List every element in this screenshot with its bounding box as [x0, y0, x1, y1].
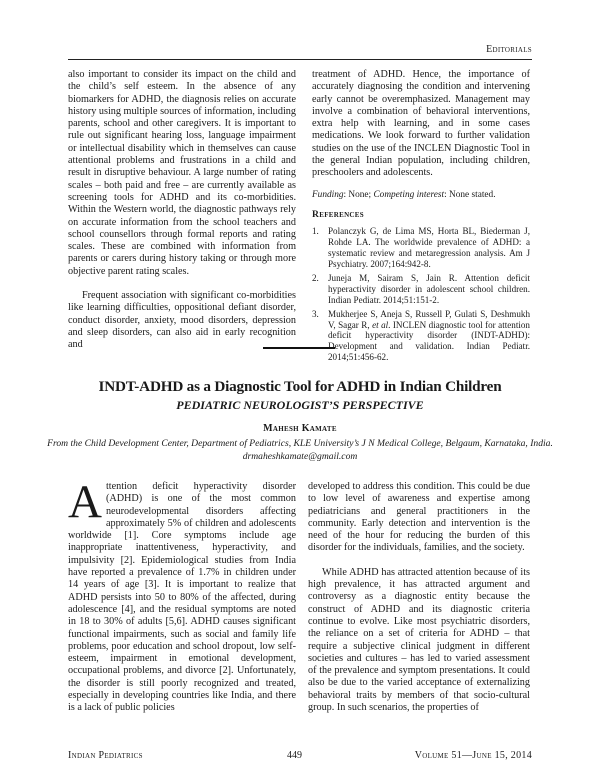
top-right-column [312, 69, 530, 366]
journal-name: Indian Pediatrics [68, 750, 143, 761]
paragraph [68, 476, 296, 715]
bottom-left-column [68, 476, 296, 715]
reference-text: Juneja M, Sairam S, Jain R. Attention deficit hyperactivity disorder in adolescent school children. Indian Pediatr. 2014;51:151-2. [328, 272, 530, 305]
reference-text-part: . INCLEN diagnostic tool for attention deficit hyperactivity disorder (INDT-ADHD): Development and validation. Indian Pediatr. 2014;51:456-62. [328, 319, 530, 363]
paragraph: While ADHD has attracted attention because of its high prevalence, it has attracted argument and controversy as a diagnostic entity because the construct of ADHD and its diagnostic criteria continue to evolve. Like most psychiatric disorders, the reliance on a set of criteria for ADHD – that require a subjective clinical judgment in different societies and cultures – has led to varied assessment of the prevalence and symptom presentations. It could also be due to the varied acceptance of externalizing behavioral traits by members of that socio-cultural group. In such scenarios, the properties of [308, 566, 530, 714]
reference-number: 2. [312, 272, 319, 283]
affiliation-text: From the Child Development Center, Department of Pediatrics, KLE University’s J N Medical College, Belgaum, Karnataka, India. [47, 438, 553, 449]
funding-label: Funding [312, 189, 344, 200]
page-number: 449 [287, 750, 302, 761]
article-subtitle: PEDIATRIC NEUROLOGIST’S PERSPECTIVE [176, 398, 424, 412]
references-heading: References [312, 208, 364, 220]
author-affiliation [40, 438, 560, 463]
drop-cap: A [68, 476, 102, 528]
paragraph: Frequent association with significant co-morbidities like learning difficulties, oppositional defiant disorder, conduct disorder, anxiety, mood disorders, depression and sleep disorders, can also aid in early recognition and [68, 290, 296, 351]
paragraph: also important to consider its impact on the child and the child’s self esteem. In the absence of any biomarkers for ADHD, the diagnosis relies on accurate history using multiple sources of information, including parents, school and other caregivers. It is important to rule out significant hearing loss, language impairment or intellectual disability which in themselves can cause attentional problems and frustrations in a child and result in disruptive behaviour. A large number of rating scales – both paid and free – are currently available as screening tools for ADHD and its co-morbidities. Within the Western world, the diagnostic pathways rely on accurate information from the school teachers and school counsellors through formal reports and rating scales. These are combined with information from parents or carers during history taking or through more objective parent rating scales. [68, 69, 296, 277]
reference-number: 3. [312, 308, 319, 319]
article-title: INDT-ADHD as a Diagnostic Tool for ADHD in Indian Children [98, 378, 502, 395]
competing-interest-label: Competing interest [373, 189, 445, 200]
reference-item [312, 226, 530, 270]
reference-text-part: Mukherjee S, Aneja S, Russell P, Gulati S, Deshmukh V, Sagar R, [328, 308, 530, 330]
funding-value: : None; [343, 189, 374, 200]
funding-statement [312, 189, 530, 201]
paragraph-gap [308, 555, 530, 567]
reference-etal: et al [372, 319, 389, 330]
section-header: Editorials [486, 44, 532, 55]
paragraph-text: ttention deficit hyperactivity disorder (ADHD) is one of the most common neurodevelopmental disorders affecting approximately 5% of children and adolescents worldwide [1]. Core symptoms include age inappropriate inattentiveness, hyperactivity, and impulsivity [2]. Epidemiological studies from India have reported a prevalence of 1.7% in children under 14 years of age [3]. It is important to realize that ADHD persists into 50 to 80% of the affected, during adolescence [4], and the residual symptoms are noted in 18 to 30% of adults [5,6]. ADHD causes significant functional impairments, such as social and family life problems, poor education and school dropout, low self-esteem, impairment in emotional development, occupational problems, and divorce [2]. Unfortunately, the disorder is still poorly recognized and treated, especially in developing countries like India, and there is a lack of public policies [68, 481, 296, 714]
paragraph: developed to address this condition. This could be due to low level of awareness and expertise among pediatricians and general practitioners in the community. Early detection and intervention is the need of the hour for reducing the burden of this disorder for the individuals, families, and the society. [308, 481, 530, 554]
header-rule [68, 59, 532, 60]
top-left-column [68, 69, 296, 352]
section-separator [263, 347, 335, 349]
reference-list [312, 226, 530, 363]
volume-date: Volume 51—June 15, 2014 [414, 750, 532, 761]
paragraph: treatment of ADHD. Hence, the importance of accurately diagnosing the condition and intervening early cannot be overemphasized. Management may involve a combination of behavioral interventions, extra help with learning, and in some cases medications. We look forward to further validation studies on the use of the INCLEN Diagnostic Tool in the general Indian population, including children, preschoolers and adolescents. [312, 69, 530, 179]
reference-item [312, 273, 530, 306]
competing-interest-value: : None stated. [444, 189, 496, 200]
reference-number: 1. [312, 226, 319, 237]
bottom-right-column [308, 481, 530, 714]
reference-text [328, 309, 530, 364]
reference-item [312, 309, 530, 364]
reference-text: Polanczyk G, de Lima MS, Horta BL, Biederman J, Rohde LA. The worldwide prevalence of ADHD: a systematic review and metaregression analysis. Am J Psychiatry. 2007;164:942-8. [328, 226, 530, 269]
author-email: drmaheshkamate@gmail.com [242, 450, 358, 462]
author-name: Mahesh Kamate [263, 423, 337, 434]
